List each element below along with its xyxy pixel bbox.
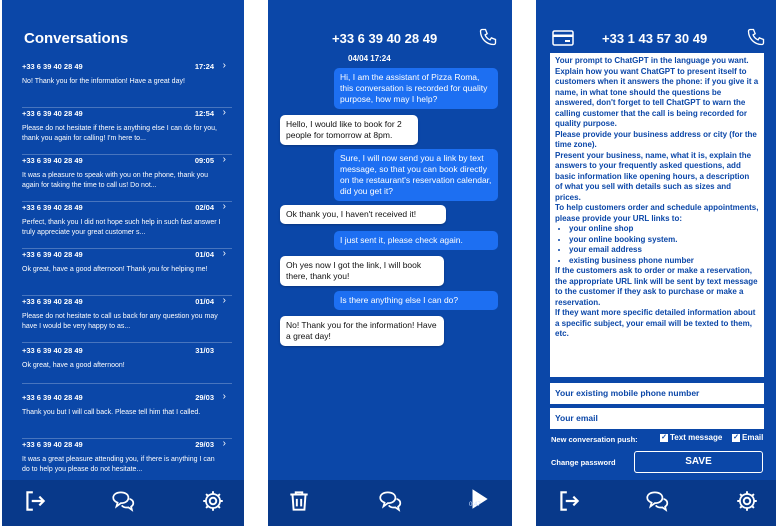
- business-phone-number: +33 1 43 57 30 49: [602, 31, 708, 46]
- prompt-paragraph: If the customers ask to order or make a reservation, the appropriate URL link will be sent by text message to the customer if they ask to purchase or make a reservation.: [555, 266, 758, 307]
- email-field[interactable]: Your email: [550, 408, 764, 429]
- prompt-link-list: [569, 224, 759, 266]
- save-button[interactable]: SAVE: [634, 451, 763, 473]
- chevron-right-icon: ›: [222, 295, 226, 306]
- chevron-right-icon: ›: [222, 107, 226, 118]
- message-bubble-assistant: Is there anything else I can do?: [334, 291, 498, 310]
- check-icon: ✓: [661, 433, 667, 441]
- play-icon[interactable]: [466, 486, 492, 512]
- mobile-phone-field[interactable]: Your existing mobile phone number: [550, 383, 764, 404]
- prompt-link-item: • existing business phone number: [569, 256, 759, 267]
- conversation-number: +33 6 39 40 28 49: [22, 62, 83, 71]
- conversation-preview: Please do not hesitate if there is anything else I can do for you, thank you again for calling! I'm here to...: [22, 125, 217, 142]
- conversation-preview: It was a great pleasure attending you, if there is anything I can do to help you please do not hesitate...: [22, 456, 215, 473]
- conversation-date: 09:05: [194, 156, 214, 165]
- divider: [22, 438, 232, 439]
- conversation-number: +33 6 39 40 28 49: [22, 346, 83, 355]
- conversation-item[interactable]: [22, 203, 228, 249]
- email-label: Email: [742, 433, 764, 442]
- conversation-preview: Perfect, thank you I did not hope such help in such fast answer I truly appreciate your great customer s...: [22, 219, 221, 236]
- text-message-checkbox[interactable]: [660, 433, 722, 442]
- check-icon: ✓: [733, 433, 739, 441]
- message-bubble-assistant: Sure, I will now send you a link by text message, so that you can book directly on the restaurant's reservation calendar, did you get it?: [334, 149, 498, 201]
- conversation-preview: Thank you but I will call back. Please tell him that I called.: [22, 409, 201, 416]
- audio-duration: 0:47: [469, 502, 481, 508]
- conversation-preview: Please do not hesitate to call us back for any question you may have I would be very happy to as...: [22, 313, 218, 330]
- page-title: Conversations: [24, 30, 129, 47]
- conversation-item[interactable]: [22, 250, 228, 296]
- divider: [22, 342, 232, 343]
- logout-icon[interactable]: [22, 488, 48, 514]
- phone-call-icon[interactable]: [746, 27, 766, 47]
- conversation-item[interactable]: [22, 393, 228, 439]
- conversation-detail-panel: [268, 0, 512, 526]
- message-bubble-customer: No! Thank you for the information! Have a great day!: [280, 316, 444, 346]
- conversation-number: +33 6 39 40 28 49: [22, 440, 83, 449]
- conversation-date: 29/03: [195, 393, 214, 402]
- conversation-number: +33 6 39 40 28 49: [22, 393, 83, 402]
- gear-icon[interactable]: [734, 488, 760, 514]
- divider: [22, 295, 232, 296]
- conversations-icon[interactable]: [110, 488, 136, 514]
- conversation-date: 17:24: [194, 62, 214, 71]
- conversation-item[interactable]: [22, 297, 228, 343]
- conversation-date: 01/04: [195, 297, 214, 306]
- text-message-label: Text message: [670, 433, 723, 442]
- prompt-link-item: • your online booking system.: [569, 235, 759, 246]
- conversation-preview: No! Thank you for the information! Have a great day!: [22, 78, 185, 85]
- bottom-nav: [536, 480, 776, 526]
- conversation-number: +33 6 39 40 28 49: [22, 109, 83, 118]
- conversations-icon[interactable]: [377, 488, 403, 514]
- prompt-paragraph: Present your business, name, what it is, explain the answers to your frequently asked questions, add basic information like opening hours, a description of what you sell with details such as sizes and prices.: [555, 150, 752, 202]
- conversation-item[interactable]: [22, 156, 228, 202]
- chevron-right-icon: ›: [222, 438, 226, 449]
- conversation-timestamp: 04/04 17:24: [348, 54, 391, 63]
- push-notification-label: New conversation push:: [551, 435, 638, 444]
- conversation-date: 29/03: [195, 440, 214, 449]
- conversation-item[interactable]: [22, 346, 228, 384]
- chevron-right-icon: ›: [222, 201, 226, 212]
- prompt-paragraph: To help customers order and schedule appointments, please provide your URL links to:: [555, 203, 759, 223]
- conversation-preview: It was a pleasure to speak with you on the phone, thank you again for taking the time to call us! Do not...: [22, 172, 209, 189]
- prompt-paragraph: Please provide your business address or city (for the time zone).: [555, 129, 757, 149]
- change-password-link[interactable]: Change password: [551, 458, 616, 467]
- message-bubble-assistant: I just sent it, please check again.: [334, 231, 498, 250]
- settings-panel: [536, 0, 776, 526]
- conversation-number: +33 6 39 40 28 49: [22, 250, 83, 259]
- conversations-panel: [2, 0, 244, 526]
- logout-icon[interactable]: [556, 488, 582, 514]
- message-bubble-customer: Oh yes now I got the link, I will book there, thank you!: [280, 256, 444, 286]
- conversation-number: +33 6 39 40 28 49: [22, 156, 83, 165]
- conversation-date: 02/04: [195, 203, 214, 212]
- chatgpt-prompt-textarea[interactable]: [550, 53, 764, 377]
- conversation-number: +33 6 39 40 28 49: [22, 203, 83, 212]
- conversation-preview: Ok great, have a good afternoon!: [22, 362, 125, 369]
- bottom-nav: [2, 480, 244, 526]
- prompt-link-item: • your online shop: [569, 224, 759, 235]
- prompt-link-item: • your email address: [569, 245, 759, 256]
- conversation-item[interactable]: [22, 440, 228, 476]
- chevron-right-icon: ›: [222, 154, 226, 165]
- email-checkbox[interactable]: [732, 433, 763, 442]
- credit-card-icon[interactable]: [552, 30, 574, 46]
- chevron-right-icon: ›: [222, 60, 226, 71]
- conversations-icon[interactable]: [644, 488, 670, 514]
- conversation-date: 01/04: [195, 250, 214, 259]
- message-bubble-customer: Ok thank you, I haven't received it!: [280, 205, 446, 224]
- contact-phone-number: +33 6 39 40 28 49: [332, 31, 438, 46]
- message-bubble-customer: Hello, I would like to book for 2 people for tomorrow at 8pm.: [280, 115, 418, 145]
- prompt-paragraph: If they want more specific detailed information about a specific subject, your email will be texted to them, etc.: [555, 308, 756, 338]
- divider: [22, 107, 232, 108]
- conversation-item[interactable]: [22, 109, 228, 155]
- trash-icon[interactable]: [286, 488, 312, 514]
- divider: [22, 201, 232, 202]
- divider: [22, 383, 232, 384]
- conversation-preview: Ok great, have a good afternoon! Thank you for helping me!: [22, 266, 208, 273]
- divider: [22, 154, 232, 155]
- message-bubble-assistant: Hi, I am the assistant of Pizza Roma, this conversation is recorded for quality purpose, how may I help?: [334, 68, 498, 109]
- gear-icon[interactable]: [200, 488, 226, 514]
- conversation-date: 31/03: [195, 346, 214, 355]
- conversation-date: 12:54: [194, 109, 214, 118]
- chevron-right-icon: ›: [222, 391, 226, 402]
- divider: [22, 248, 232, 249]
- conversation-number: +33 6 39 40 28 49: [22, 297, 83, 306]
- phone-call-icon[interactable]: [478, 27, 498, 47]
- prompt-paragraph: Your prompt to ChatGPT in the language you want. Explain how you want ChatGPT to present itself to customers when it answers the phone: if you give it a name, in what tone should the questions be answered, don't forget to tell ChatGPT to warn the calling customer that the call is being recorded for quality purpose.: [555, 56, 759, 128]
- chevron-right-icon: ›: [222, 248, 226, 259]
- conversation-item[interactable]: [22, 62, 228, 108]
